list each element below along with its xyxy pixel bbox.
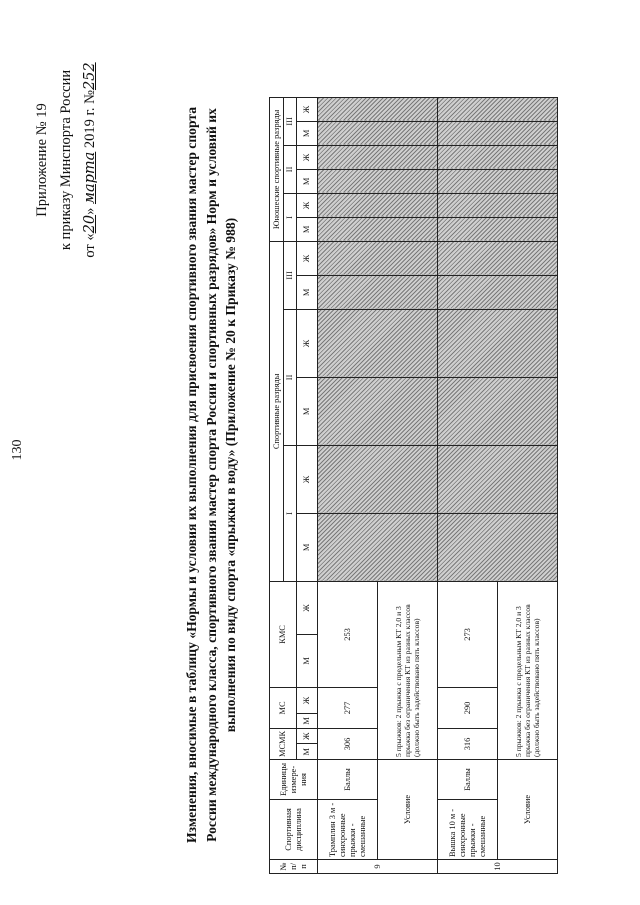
sport-rank-1: I <box>284 445 297 581</box>
norms-table <box>269 49 558 874</box>
gender-m: М <box>297 744 318 760</box>
row-num: 10 <box>438 860 558 874</box>
appendix-line1: Приложение № 19 <box>34 103 50 217</box>
shaded-cell <box>318 217 438 241</box>
gender-m: М <box>297 634 318 687</box>
row-num: 9 <box>318 860 438 874</box>
header-sport-ranks: Спортивные разряды <box>270 241 284 581</box>
gender-f: Ж <box>297 728 318 744</box>
handwritten-day: 20 <box>82 214 98 234</box>
gender-m: М <box>297 121 318 145</box>
shaded-cell <box>318 145 438 169</box>
handwritten-month: марта <box>82 151 98 205</box>
row-condition-text: 5 прыжков: 2 прыжка с предельным КТ 2,0 и 3 прыжка без ограничения КТ из разных классов (должно быть задействовано пять классов) <box>378 581 438 759</box>
row-ms-value: 277 <box>318 687 378 728</box>
header-youth-ranks: Юношеские спортивные разряды <box>270 97 284 241</box>
shaded-cell <box>318 513 438 581</box>
gender-f: Ж <box>297 193 318 217</box>
shaded-cell <box>438 513 558 581</box>
shaded-cell <box>438 445 558 513</box>
row-kms-value: 253 <box>318 581 378 687</box>
header-row-1 <box>270 49 284 873</box>
title-line1: Изменения, вносимые в таблицу «Нормы и условия их выполнения для присвоения спортивного звания мастер спорта <box>184 107 199 844</box>
gender-f: Ж <box>297 145 318 169</box>
title-line2: России международного класса, спортивного звания мастер спорта России и спортивных разрядов» Норм и условий их <box>203 108 219 842</box>
gender-m: М <box>297 377 318 445</box>
header-row-3 <box>297 49 318 873</box>
row-condition-text: 5 прыжков: 2 прыжка с предельным КТ 2,0 и 3 прыжка без ограничения КТ из разных классов (должно быть задействовано пять классов) <box>498 581 558 759</box>
shaded-cell <box>438 217 558 241</box>
shaded-cell <box>438 145 558 169</box>
gender-f: Ж <box>297 581 318 634</box>
row-discipline: Вышка 10 м - синхронные прыжки - смешанные <box>438 800 498 860</box>
shaded-cell <box>438 169 558 193</box>
youth-rank-2: II <box>284 145 297 193</box>
page-number: 130 <box>10 439 25 461</box>
gender-m: М <box>297 169 318 193</box>
appendix-line2: к приказу Минспорта России <box>58 69 74 251</box>
row-msmk-value: 316 <box>438 728 498 759</box>
shaded-cell <box>318 193 438 217</box>
title-line3: выполнения по виду спорта «прыжки в воду» (Приложение № 20 к Приказу № 988) <box>223 217 238 733</box>
row-unit: Баллы <box>318 760 378 800</box>
row-condition-label: Условие <box>498 760 558 860</box>
shaded-cell <box>318 309 438 377</box>
shaded-cell <box>318 121 438 145</box>
shaded-cell <box>318 377 438 445</box>
shaded-cell <box>438 241 558 275</box>
gender-f: Ж <box>297 445 318 513</box>
row-ms-value: 290 <box>438 687 498 728</box>
shaded-cell <box>318 275 438 309</box>
row-unit: Баллы <box>438 760 498 800</box>
header-num: № п/п <box>270 860 318 874</box>
shaded-cell <box>438 121 558 145</box>
shaded-cell <box>438 377 558 445</box>
youth-rank-3: III <box>284 97 297 145</box>
table-row <box>318 49 378 873</box>
gender-f: Ж <box>297 97 318 121</box>
gender-m: М <box>297 513 318 581</box>
youth-rank-1: I <box>284 193 297 241</box>
gender-f: Ж <box>297 241 318 275</box>
sport-rank-2: II <box>284 309 297 445</box>
sport-rank-3: III <box>284 241 297 309</box>
shaded-cell <box>438 193 558 217</box>
header-discipline: Спортивная дисциплина <box>270 800 318 860</box>
handwritten-number: 252 <box>82 62 98 91</box>
document-title <box>182 75 241 875</box>
appendix-date-line <box>78 15 102 305</box>
row-kms-value: 273 <box>438 581 498 687</box>
date-year: 2019 г. № <box>82 90 98 149</box>
row-msmk-value: 306 <box>318 728 378 759</box>
gender-m: М <box>297 217 318 241</box>
shaded-cell <box>438 309 558 377</box>
shaded-cell <box>438 275 558 309</box>
shaded-cell <box>318 97 438 121</box>
row-discipline: Трамплин 3 м - синхронные прыжки - смешанные <box>318 800 378 860</box>
header-msmk: МСМК <box>270 728 297 759</box>
shaded-cell <box>318 445 438 513</box>
gender-f: Ж <box>297 687 318 713</box>
shaded-cell <box>318 169 438 193</box>
row-condition-label: Условие <box>378 760 438 860</box>
appendix-header <box>30 15 102 305</box>
gender-m: М <box>297 713 318 728</box>
gender-f: Ж <box>297 309 318 377</box>
shaded-cell <box>318 241 438 275</box>
header-kms: КМС <box>270 581 297 687</box>
shaded-cell <box>438 97 558 121</box>
date-prefix: от « <box>82 233 98 258</box>
table-row <box>438 49 498 873</box>
gender-m: М <box>297 275 318 309</box>
header-ms: МС <box>270 687 297 728</box>
date-mid: » <box>82 207 98 215</box>
header-unit: Единицы измере-ния <box>270 760 318 800</box>
